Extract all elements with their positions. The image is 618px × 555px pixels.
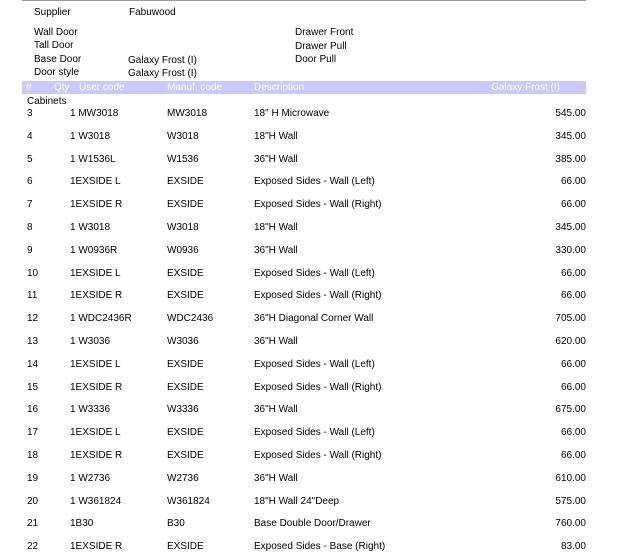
row-price: 66.00 [560, 450, 586, 461]
wall-door-label: Wall Door [34, 27, 78, 38]
row-number: 7 [27, 199, 33, 210]
row-price: 545.00 [555, 108, 586, 119]
row-number: 12 [27, 313, 39, 324]
table-header [22, 81, 586, 94]
row-qty-user-code: 1B30 [70, 518, 94, 529]
row-qty-user-code: 1 W1536L [70, 154, 116, 165]
row-qty-user-code: 1EXSIDE L [70, 427, 121, 438]
door-style-label: Door style [34, 67, 80, 78]
row-qty-user-code: 1EXSIDE L [70, 176, 121, 187]
row-description: 36"H Wall [254, 336, 298, 347]
table-row [22, 472, 586, 486]
drawer-pull-label: Drawer Pull [295, 41, 347, 52]
row-manuf-code: WDC2436 [167, 313, 214, 324]
row-description: Exposed Sides - Wall (Right) [254, 382, 382, 393]
row-manuf-code: EXSIDE [167, 427, 204, 438]
row-qty-user-code: 1EXSIDE R [70, 541, 123, 552]
table-row [22, 244, 586, 258]
row-number: 21 [27, 518, 39, 529]
row-manuf-code: MW3018 [167, 108, 208, 119]
row-manuf-code: W3018 [167, 222, 199, 233]
drawer-front-label: Drawer Front [295, 27, 354, 38]
row-price: 66.00 [560, 382, 586, 393]
row-manuf-code: W0936 [167, 245, 199, 256]
row-qty-user-code: 1EXSIDE R [70, 382, 123, 393]
row-price: 760.00 [555, 518, 586, 529]
row-manuf-code: W3336 [167, 404, 199, 415]
row-manuf-code: EXSIDE [167, 450, 204, 461]
row-description: Exposed Sides - Wall (Left) [254, 359, 375, 370]
door-pull-label: Door Pull [295, 54, 337, 65]
table-row [22, 130, 586, 144]
row-manuf-code: EXSIDE [167, 176, 204, 187]
row-number: 13 [27, 336, 39, 347]
row-price: 610.00 [555, 473, 586, 484]
column-header-num: # [26, 82, 32, 93]
row-manuf-code: W3018 [167, 131, 199, 142]
row-price: 575.00 [555, 496, 586, 507]
row-qty-user-code: 1EXSIDE R [70, 199, 123, 210]
row-qty-user-code: 1 WDC2436R [70, 313, 132, 324]
row-number: 8 [27, 222, 33, 233]
supplier-label: Supplier [34, 7, 71, 18]
base-door-value: Galaxy Frost (I) [128, 55, 197, 66]
row-description: 18" H Microwave [254, 108, 330, 119]
row-price: 66.00 [560, 427, 586, 438]
row-manuf-code: EXSIDE [167, 268, 204, 279]
column-header-price: Galaxy Frost (I) [491, 82, 560, 93]
row-number: 20 [27, 496, 39, 507]
row-description: Exposed Sides - Wall (Right) [254, 199, 382, 210]
section-label-cabinets: Cabinets [27, 96, 67, 107]
row-qty-user-code: 1 W3018 [70, 131, 111, 142]
row-description: Exposed Sides - Wall (Left) [254, 268, 375, 279]
table-row [22, 267, 586, 281]
row-price: 66.00 [560, 176, 586, 187]
row-manuf-code: W3036 [167, 336, 199, 347]
row-description: Exposed Sides - Wall (Right) [254, 450, 382, 461]
table-row [22, 335, 586, 349]
row-manuf-code: EXSIDE [167, 382, 204, 393]
row-price: 705.00 [555, 313, 586, 324]
row-price: 675.00 [555, 404, 586, 415]
row-number: 3 [27, 108, 33, 119]
table-row [22, 449, 586, 463]
row-qty-user-code: 1 MW3018 [70, 108, 119, 119]
row-qty-user-code: 1 W0936R [70, 245, 118, 256]
row-qty-user-code: 1EXSIDE L [70, 268, 121, 279]
row-number: 4 [27, 131, 33, 142]
table-row [22, 198, 586, 212]
table-row [22, 221, 586, 235]
row-description: 36"H Wall [254, 404, 298, 415]
row-number: 15 [27, 382, 39, 393]
row-manuf-code: EXSIDE [167, 541, 204, 552]
row-number: 11 [27, 290, 38, 301]
row-qty-user-code: 1 W3036 [70, 336, 111, 347]
top-divider [22, 0, 586, 1]
row-number: 9 [27, 245, 33, 256]
row-description: Exposed Sides - Wall (Left) [254, 176, 375, 187]
door-style-value: Galaxy Frost (I) [128, 68, 197, 79]
table-row [22, 107, 586, 121]
column-header-user-code: User code [79, 82, 125, 93]
row-description: 18"H Wall [254, 222, 298, 233]
column-header-qty: Qty [54, 82, 70, 93]
row-description: 36"H Wall [254, 154, 298, 165]
table-row [22, 153, 586, 167]
row-description: 18"H Wall [254, 131, 298, 142]
table-row [22, 403, 586, 417]
row-qty-user-code: 1EXSIDE L [70, 359, 121, 370]
row-qty-user-code: 1 W3336 [70, 404, 111, 415]
row-price: 66.00 [560, 199, 586, 210]
row-number: 17 [27, 427, 39, 438]
row-price: 66.00 [560, 268, 586, 279]
row-description: Exposed Sides - Wall (Left) [254, 427, 375, 438]
row-price: 66.00 [560, 359, 586, 370]
row-qty-user-code: 1 W361824 [70, 496, 122, 507]
row-qty-user-code: 1 W2736 [70, 473, 111, 484]
row-qty-user-code: 1EXSIDE R [70, 290, 123, 301]
row-number: 19 [27, 473, 39, 484]
table-row [22, 495, 586, 509]
row-description: 36"H Wall [254, 245, 298, 256]
table-row [22, 312, 586, 326]
row-manuf-code: EXSIDE [167, 359, 204, 370]
tall-door-label: Tall Door [34, 40, 74, 51]
row-manuf-code: EXSIDE [167, 199, 204, 210]
row-number: 5 [27, 154, 33, 165]
row-price: 330.00 [555, 245, 586, 256]
row-number: 16 [27, 404, 39, 415]
column-header-description: Description [254, 82, 305, 93]
row-manuf-code: B30 [167, 518, 185, 529]
row-description: 36"H Diagonal Corner Wall [254, 313, 374, 324]
row-price: 345.00 [555, 222, 586, 233]
row-description: 36"H Wall [254, 473, 298, 484]
row-qty-user-code: 1EXSIDE R [70, 450, 123, 461]
row-manuf-code: W2736 [167, 473, 199, 484]
row-number: 10 [27, 268, 39, 279]
row-manuf-code: EXSIDE [167, 290, 204, 301]
row-qty-user-code: 1 W3018 [70, 222, 111, 233]
row-number: 14 [27, 359, 39, 370]
row-description: Base Double Door/Drawer [254, 518, 371, 529]
column-header-manuf-code: Manuf. code [167, 82, 223, 93]
row-number: 6 [27, 176, 33, 187]
table-row [22, 517, 586, 531]
table-row [22, 540, 586, 554]
row-manuf-code: W1536 [167, 154, 199, 165]
base-door-label: Base Door [34, 54, 82, 65]
row-price: 620.00 [555, 336, 586, 347]
table-row [22, 426, 586, 440]
row-price: 345.00 [555, 131, 586, 142]
row-number: 22 [27, 541, 39, 552]
row-price: 83.00 [560, 541, 586, 552]
row-number: 18 [27, 450, 39, 461]
table-row [22, 175, 586, 189]
row-description: Exposed Sides - Base (Right) [254, 541, 386, 552]
row-description: Exposed Sides - Wall (Right) [254, 290, 382, 301]
table-row [22, 358, 586, 372]
table-row [22, 381, 586, 395]
supplier-value: Fabuwood [129, 7, 176, 18]
row-price: 66.00 [560, 290, 586, 301]
row-description: 18"H Wall 24"Deep [254, 496, 340, 507]
row-price: 385.00 [555, 154, 586, 165]
table-row [22, 289, 586, 303]
row-manuf-code: W361824 [167, 496, 210, 507]
